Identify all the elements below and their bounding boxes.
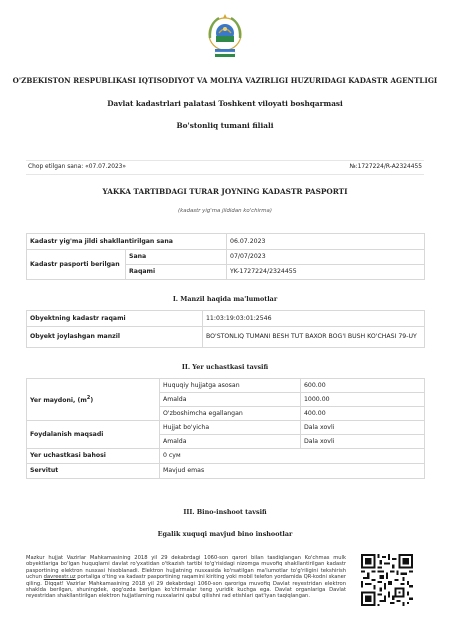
area-actual-value: 1000.00: [301, 393, 425, 407]
general-info-table: [26, 233, 425, 280]
area-legal-label: Huquqiy hujjatga asosan: [160, 379, 301, 393]
table-row: [27, 311, 425, 327]
passport-number-value: YK-1727224/2324455: [227, 265, 425, 280]
document-title: YAKKA TARTIBDAGI TURAR JOYNING KADASTR PASPORTI: [102, 187, 348, 196]
print-date: Chop etilgan sana: «07.07.2023»: [28, 164, 127, 170]
table-row: [27, 234, 425, 250]
chamber-title: Davlat kadastrlari palatasi Toshkent viloyati boshqarmasi: [107, 99, 343, 108]
document-subtitle: (kadastr yig'ma jildidan ko'chirma): [178, 208, 272, 214]
passport-number-label: Raqami: [126, 265, 227, 280]
address-value: BO'STONLIQ TUMANI BESH TUT BAXOR BOG'I BUSH KO'CHASI 79-UY: [203, 327, 425, 348]
table-row: [27, 379, 425, 393]
area-unauthorized-label: O'zboshimcha egallangan: [160, 407, 301, 421]
table-row: [27, 464, 425, 479]
section-3-title: III. Bino-inshoot tavsifi: [183, 508, 267, 516]
issue-date-value: 07/07/2023: [227, 250, 425, 265]
purpose-label: Foydalanish maqsadi: [27, 421, 160, 449]
servitude-value: Mavjud emas: [160, 464, 425, 479]
table-row: [27, 421, 425, 435]
section-2-title: II. Yer uchastkasi tavsifi: [181, 363, 269, 371]
legal-notice-text: Mazkur hujjat Vazirlar Mahkamasining 2018 yil 29 dekabrdagi 1060-son qarori bilan tasdiqlangan Ko'chmas mulk obyektlariga bo'lgan huquqlarni davlat ro'yxatidan o'tkazish tartibi to'g'risidagi nizomga muvofiq shakllantirilgan kadastr pasportining elektron nusxasi hisoblanadi. Elektron hujjatning nusxasida ko'rsatilgan ma'lumotlar to'g'riligini tekshirish uchun: [26, 555, 346, 581]
branch-title: Bo'stonliq tumani filiali: [176, 121, 274, 130]
area-legal-value: 600.00: [301, 379, 425, 393]
area-unauthorized-value: 400.00: [301, 407, 425, 421]
issue-date-label: Sana: [126, 250, 227, 265]
purpose-document-value: Dala xovli: [301, 421, 425, 435]
area-actual-label: Amalda: [160, 393, 301, 407]
agency-title: O'ZBEKISTON RESPUBLIKASI IQTISODIYOT VA MOLIYA VAZIRLIGI HUZURIDAGI KADASTR AGENTLIGI: [12, 76, 438, 85]
legal-notice-text-continued: portaliga o'ting va kadastr pasportining raqamini kiriting yoki mobil telefon yordamida QR-kodni skaner qiling. Diqqat! Vazirlar Mahkamasining 2018 yil 29 dekabrdagi 1060-son qaroriga muvofiq Davlat reyestridan elektron shaklda berilgan, shuningdek, qog'ozda berilgan ko'chirmalar teng yuridik kuchga ega. Davlat organlariga Davlat reyestridan shakllantirilgan elektron hujjatlarning nusxalarini qabul qilishni rad etishlari qat'iyan taqiqlangan.: [26, 574, 346, 600]
document-number: №:1727224/R-A2324455: [349, 164, 422, 170]
meta-row: [26, 160, 424, 175]
purpose-actual-value: Dala xovli: [301, 435, 425, 449]
section-3-subtitle: Egalik xuquqi mavjud bino inshootlar: [157, 530, 293, 538]
land-area-label: Yer maydoni, $(m^2)$: [27, 379, 160, 421]
address-label: Obyekt joylashgan manzil: [27, 327, 203, 348]
verification-link[interactable]: davreestr.uz: [43, 574, 76, 581]
folder-date-label: Kadastr yig'ma jildi shakllantirilgan sana: [27, 234, 227, 250]
valuation-label: Yer uchastkasi bahosi: [27, 449, 160, 464]
cadastral-number-value: 11:03:19:03:01:2546: [203, 311, 425, 327]
qr-code-icon[interactable]: [361, 554, 413, 606]
section-1-title: I. Manzil haqida ma'lumotlar: [172, 295, 278, 303]
servitude-label: Servitut: [27, 464, 160, 479]
valuation-value: 0 сум: [160, 449, 425, 464]
purpose-actual-label: Amalda: [160, 435, 301, 449]
folder-date-value: 06.07.2023: [227, 234, 425, 250]
land-plot-table: [26, 378, 425, 479]
state-emblem-icon: [205, 12, 245, 58]
table-row: [27, 327, 425, 348]
legal-notice: [26, 555, 346, 600]
table-row: [27, 449, 425, 464]
table-row: [27, 250, 425, 265]
cadastral-number-label: Obyektning kadastr raqami: [27, 311, 203, 327]
address-table: [26, 310, 425, 348]
purpose-document-label: Hujjat bo'yicha: [160, 421, 301, 435]
passport-issued-label: Kadastr pasporti berilgan: [27, 250, 126, 280]
